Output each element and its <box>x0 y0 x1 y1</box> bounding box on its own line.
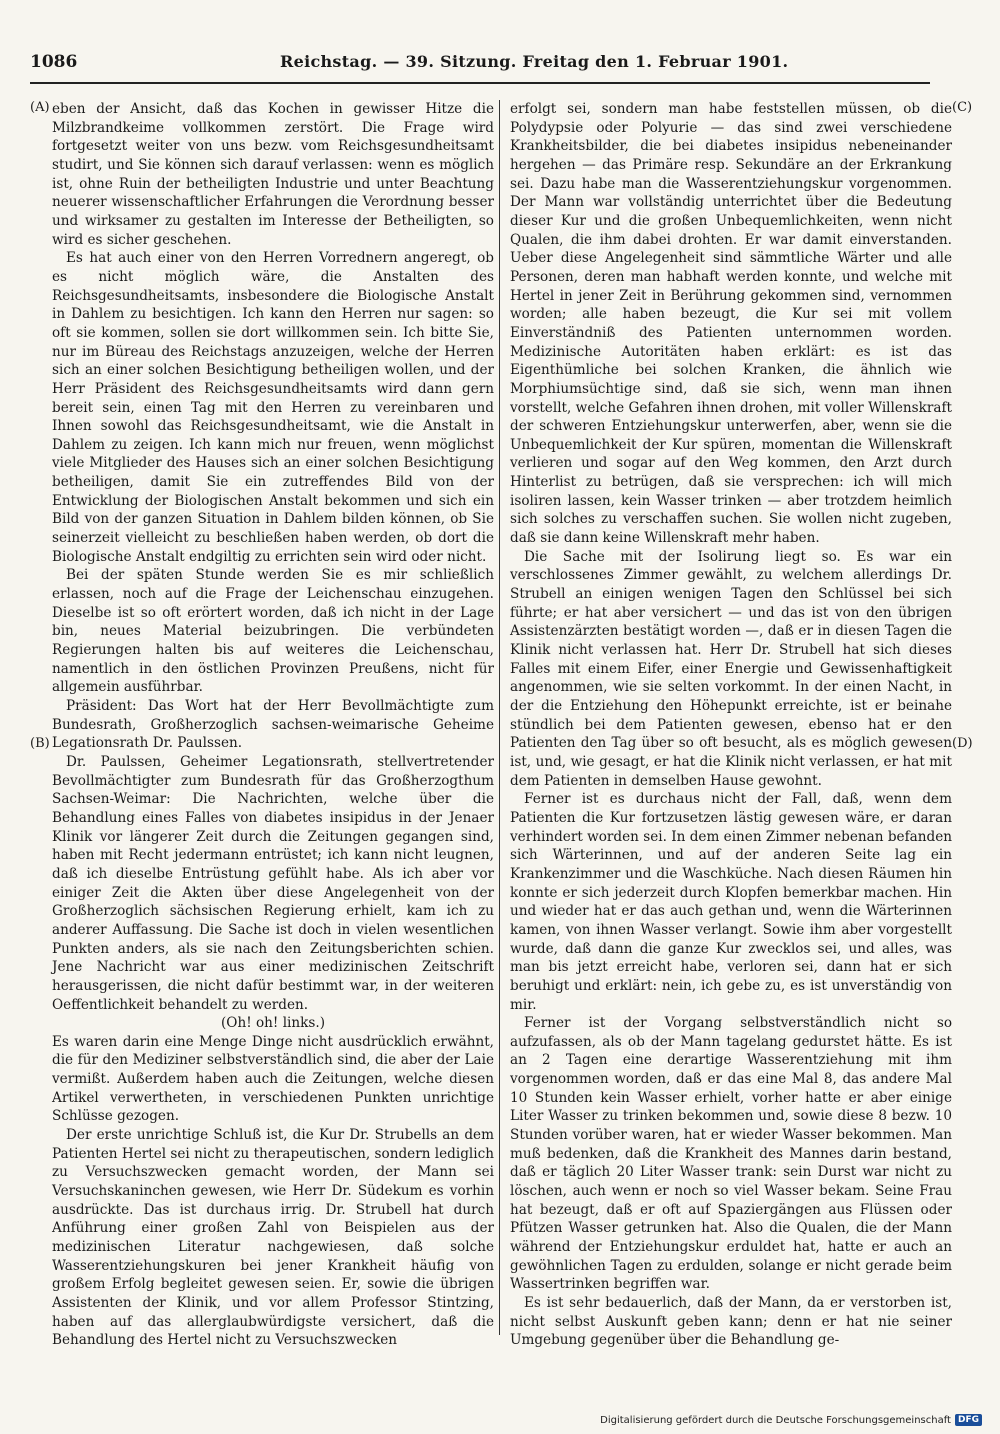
paragraph: Dr. Paulssen, Geheimer Legationsrath, stellvertretender Bevollmächtigter zum Bundesrath für das Großherzogthum Sachsen-Weimar: Die Nachrichten, welche über die Behandlung eines Falles von diabetes insipidus in der Jenaer Klinik vor längerer Zeit durch die Zeitungen gegangen sind, haben mit Recht jedermann entrüstet; ich kann nicht leugnen, daß ich dieselbe Entrüstung gefühlt habe. Als ich aber vor einiger Zeit die Akten über diese Angelegenheit von der Großherzoglich sächsischen Regierung erhielt, kam ich zu anderer Auffassung. Die Sache ist doch in vielen wesentlichen Punkten anders, als sie nach den Zeitungsberichten schien. Jene Nachricht war aus einer medizinischen Zeitschrift herausgerissen, die nicht dafür bestimmt war, in der weiteren Oeffentlichkeit behandelt zu werden. <box>52 753 494 1013</box>
paragraph: Ferner ist es durchaus nicht der Fall, daß, wenn dem Patienten die Kur fortzusetzen lästig gewesen wäre, er daran verhindert worden sei. In dem einen Zimmer nebenan befanden sich Wärterinnen, und auf der anderen Seite lag ein Krankenzimmer und die Waschküche. Nach diesen Räumen hin konnte er sich jederzeit durch Klopfen bemerkbar machen. Hin und wieder hat er das auch gethan und, wenn die Wärterinnen kamen, von ihnen Wasser verlangt. Sowie ihm aber vorgestellt wurde, daß dann die ganze Kur zwecklos sei, und alles, was man bis jetzt erreicht habe, verloren sei, dann hat er sich beruhigt und erklärt: nein, ich gebe zu, es ist unverständig von mir. <box>510 791 952 1013</box>
paragraph: Der erste unrichtige Schluß ist, die Kur Dr. Strubells an dem Patienten Hertel sei nicht zu therapeutischen, sondern lediglich zu Versuchszwecken gemacht worden, der Mann sei Versuchskaninchen gewesen, wie Herr Dr. Südekum es vorhin ausdrückte. Das ist durchaus irrig. Dr. Strubell hat durch Anführung einer großen Zahl von Beispielen aus der medizinischen Literatur nachgewiesen, daß solche Wasserentziehungskuren bei jener Krankheit häufig von großem Erfolg begleitet gewesen seien. Er, sowie die übrigen Assistenten der Klinik, und vor allem Professor Stintzing, haben auf das allerglaubwürdigste versichert, daß die Behandlung des Hertel nicht zu Versuchszwecken <box>52 1127 494 1349</box>
paragraph: eben der Ansicht, daß das Kochen in gewisser Hitze die Milzbrandkeime vollkommen zerstört. Die Frage wird fortgesetzt weiter von uns bezw. vom Reichsgesundheitsamt studirt, und Sie können sich darauf verlassen: wenn es möglich ist, ohne Ruin der betheiligten Industrie und unter Beachtung neuerer wissenschaftlicher Erfahrungen die Verordnung besser und wirksamer zu gestalten im Interesse der Betheiligten, so wird es sicher geschehen. <box>52 101 494 248</box>
interjection: (Oh! oh! links.) <box>221 1015 325 1032</box>
paragraph: Es ist sehr bedauerlich, daß der Mann, da er verstorben ist, nicht selbst Auskunft geben kann; denn er hat nie seiner Umgebung gegenüber über die Behandlung ge- <box>510 1295 952 1349</box>
paragraph: Präsident: Das Wort hat der Herr Bevollmächtigte zum Bundesrath, Großherzoglich sachsen-weimarische Geheime Legationsrath Dr. Paulssen. <box>52 698 494 752</box>
margin-marker-d: (D) <box>952 736 973 751</box>
page-header <box>30 52 930 84</box>
margin-marker-a: (A) <box>30 100 50 115</box>
footer <box>600 1414 982 1426</box>
dfg-logo-icon: DFG <box>955 1414 982 1426</box>
paragraph: Die Sache mit der Isolirung liegt so. Es war ein verschlossenes Zimmer gewählt, zu welchem allerdings Dr. Strubell an einigen wenigen Tagen den Schlüssel bei sich führte; er hat aber versichert — und das ist von den übrigen Assistenzärzten bestätigt worden —, daß er in diesen Tagen die Klinik nicht verlassen hat. Herr Dr. Strubell hat sich dieses Falles mit einem Eifer, einer Energie und Gewissenhaftigkeit angenommen, wie sie selten vorkommt. In der einen Nacht, in der die Entziehung den Höhepunkt erreichte, ist er beinahe stündlich bei dem Patienten gewesen, ebenso hat er den Patienten den Tag über so oft besucht, als es möglich gewesen ist, und, wie gesagt, er hat die Klinik nicht verlassen, er hat mit dem Patienten in demselben Hause gewohnt. <box>510 548 952 789</box>
paragraph: Ferner ist der Vorgang selbstverständlich nicht so aufzufassen, als ob der Mann tagelang gedurstet hätte. Es ist an 2 Tagen eine derartige Wasserentziehung mit ihm vorgenommen worden, daß er das eine Mal 8, das andere Mal 10 Stunden kein Wasser erhielt, vorher hatte er aber einige Liter Wasser zu trinken bekommen und, sowie diese 8 bezw. 10 Stunden vorüber waren, hat er wieder Wasser bekommen. Man muß bedenken, daß die Krankheit des Mannes darin bestand, daß er täglich 20 Liter Wasser trank: sein Durst war nicht zu löschen, auch wenn er noch so viel Wasser bekam. Seine Frau hat bezeugt, daß er oft auf Spaziergängen aus Flüssen oder Pfützen Wasser getrunken hat. Also die Qualen, die der Mann während der Entziehungskur erduldet hat, hatte er auch an gewöhnlichen Tagen zu erdulden, solange er nicht gerade beim Wassertrinken begriffen war. <box>510 1015 952 1293</box>
margin-marker-b: (B) <box>30 736 50 751</box>
footer-text: Digitalisierung gefördert durch die Deutsche Forschungsgemeinschaft <box>600 1414 951 1426</box>
paragraph: Es hat auch einer von den Herren Vorrednern angeregt, ob es nicht möglich wäre, die Anstalten des Reichsgesundheitsamts, insbesondere die Biologische Anstalt in Dahlem zu besichtigen. Ich kann den Herren nur sagen: so oft sie kommen, sollen sie dort willkommen sein. Ich bitte Sie, nur im Büreau des Reichstags anzuzeigen, welche der Herren sich an einer solchen Besichtigung betheiligen wollen, und der Herr Präsident des Reichsgesundheitsamts wird dann gern bereit sein, einen Tag mit den Herren zu vereinbaren und Ihnen sowohl das Reichsgesundheitsamt, wie die Anstalt in Dahlem zu zeigen. Ich kann mich nur freuen, wenn möglichst viele Mitglieder des Hauses sich an einer solchen Besichtigung betheiligen, damit Sie ein zutreffendes Bild von der Entwicklung der Biologischen Anstalt bekommen und sich ein Bild von der ganzen Situation in Dahlem bilden können, ob Sie seinerzeit vielleicht zu beschließen haben werden, ob dort die Biologische Anstalt endgiltig zu errichten sein wird oder nicht. <box>52 250 494 565</box>
paragraph: Bei der späten Stunde werden Sie es mir schließlich erlassen, noch auf die Frage der Leichenschau einzugehen. Dieselbe ist so oft erörtert worden, daß ich nicht in der Lage bin, neues Material beizubringen. Die verbündeten Regierungen halten bis auf weiteres die Leichenschau, namentlich in den östlichen Provinzen Preußens, nicht für allgemein ausführbar. <box>52 567 494 696</box>
paragraph: erfolgt sei, sondern man habe feststellen müssen, ob die Polydypsie oder Polyurie — das sind zwei verschiedene Krankheitsbilder, die bei diabetes insipidus nebeneinander hergehen — das Primäre resp. Sekundäre an der Erkrankung sei. Dazu habe man die Wasserentziehungskur vorgenommen. Der Mann war vollständig unterrichtet über die Bedeutung dieser Kur und die großen Unbequemlichkeiten, wenn nicht Qualen, die ihm dabei drohten. Er war damit einverstanden. Ueber diese Angelegenheit sind sämmtliche Wärter und alle Personen, deren man habhaft werden konnte, und welche mit Hertel in jener Zeit in Berührung gekommen sind, vernommen worden; alle haben bezeugt, die Kur sei mit vollem Einverständniß des Patienten unternommen worden. Medizinische Autoritäten haben erklärt: es ist das Eigenthümliche bei solchen Kranken, die ähnlich wie Morphiumsüchtige sind, daß sie sich, wenn man ihnen vorstellt, welche Gefahren ihnen drohen, mit voller Willenskraft der schweren Entziehungskur unterwerfen, aber, wenn sie die Unbequemlichkeit der Kur spüren, momentan die Willenskraft verlieren und sogar auf den Weg kommen, den Arzt durch Hinterlist zu betrügen, daß sie versprechen: ich will mich isoliren lassen, kein Wasser trinken — aber trotzdem heimlich sich solches zu verschaffen suchen. Sie wollen nicht zugeben, daß sie dann keine Willenskraft mehr haben. <box>510 101 952 547</box>
page-number: 1086 <box>30 52 78 72</box>
page-title: Reichstag. — 39. Sitzung. Freitag den 1. Februar 1901. <box>280 52 789 71</box>
left-column <box>52 100 494 1350</box>
column-divider <box>499 100 500 1335</box>
margin-marker-c: (C) <box>952 100 973 115</box>
right-column <box>510 100 952 1350</box>
paragraph: Es waren darin eine Menge Dinge nicht ausdrücklich erwähnt, die für den Mediziner selbstverständlich sind, die aber der Laie vermißt. Außerdem haben auch die Zeitungen, welche diesen Artikel verwertheten, in verschiedenen Punkten unrichtige Schlüsse gezogen. <box>52 1033 494 1125</box>
